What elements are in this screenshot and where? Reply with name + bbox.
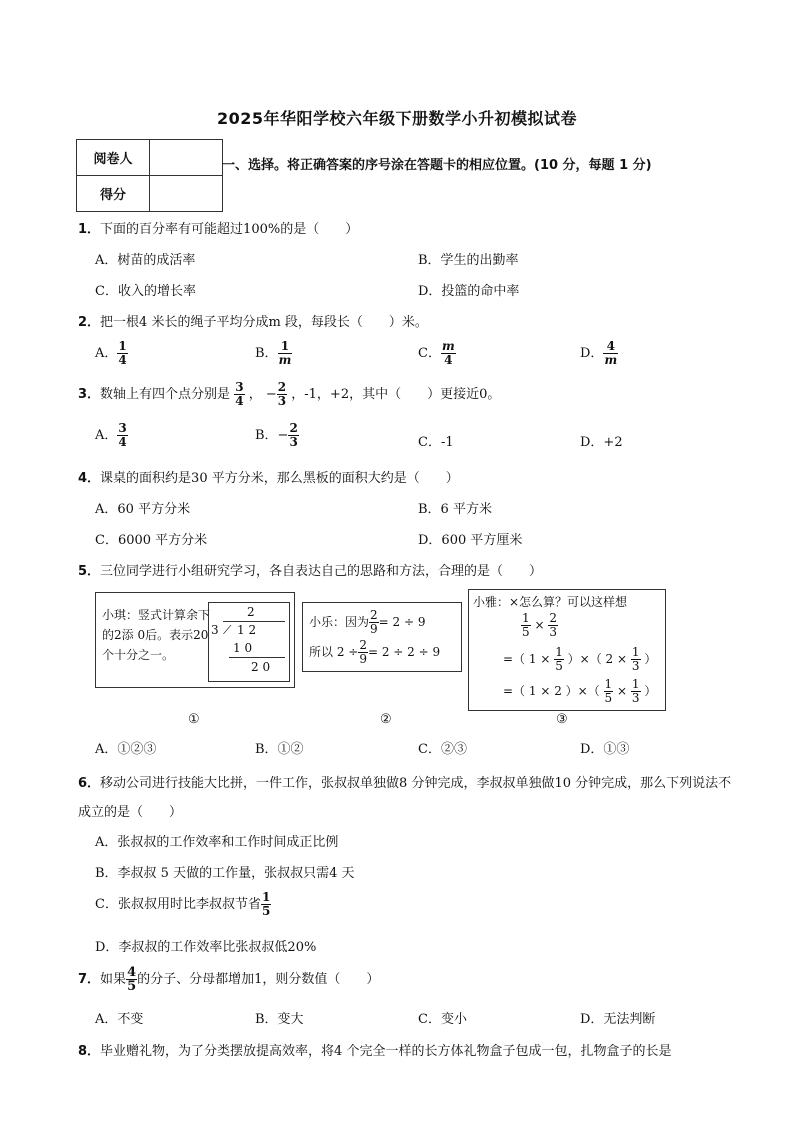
question-4: 4．课桌的面积约是30 平方分米，那么黑板的面积大约是（ ） xyxy=(78,471,459,486)
question-2: 2．把一根4 米长的绳子平均分成m 段，每段长（ ）米。 xyxy=(78,315,428,330)
division-dividend: 1 2 xyxy=(237,623,257,637)
method-box-1 xyxy=(95,592,295,688)
q4-option-b: B．6 平方米 xyxy=(418,502,492,517)
reviewer-label: 阅卷人 xyxy=(77,140,150,176)
q2-option-d: D． $\frac{4}{m}$ xyxy=(580,339,618,367)
method-box-3 xyxy=(468,589,666,711)
division-divisor: 3 xyxy=(211,623,219,637)
q5-option-a: A．①②③ xyxy=(95,742,157,757)
box3-line3: =（ 1 × 2 ）×（ $\frac{1}{5}$ × $\frac{1}{3}$ ） xyxy=(503,677,657,705)
reviewer-cell xyxy=(150,140,223,176)
q5-option-b: B．①② xyxy=(255,742,304,757)
division-subtract: 1 0 xyxy=(233,641,253,655)
q1-option-a: A．树苗的成活率 xyxy=(95,253,196,268)
q6-option-b: B．李叔叔 5 天做的工作量，张叔叔只需4 天 xyxy=(95,866,355,881)
q3-option-d: D．+2 xyxy=(580,435,623,450)
q1-option-d: D．投篮的命中率 xyxy=(418,284,520,299)
q1-option-b: B．学生的出勤率 xyxy=(418,253,519,268)
box2-label: ② xyxy=(380,712,392,727)
q6-option-a: A．张叔叔的工作效率和工作时间成正比例 xyxy=(95,835,339,850)
q5-option-c: C．②③ xyxy=(418,742,467,757)
score-cell xyxy=(150,176,223,212)
q3-option-a: A． $\frac{3}{4}$ xyxy=(95,421,127,449)
q1-option-c: C．收入的增长率 xyxy=(95,284,196,299)
box1-text: 小琪：竖式计算余下的2添 0后。表示20个十分之一。 xyxy=(102,608,211,662)
question-5: 5．三位同学进行小组研究学习，各自表达自己的思路和方法，合理的是（ ） xyxy=(78,564,543,579)
q3-option-b: B．− $\frac{2}{3}$ xyxy=(255,421,298,449)
question-7: 7．如果 $\frac{4}{5}$ 的分子、分母都增加1，则分数值（ ） xyxy=(78,965,380,994)
section-heading: 一、选择。将正确答案的序号涂在答题卡的相应位置。(10 分，每题 1 分) xyxy=(222,158,652,173)
box3-label: ③ xyxy=(556,712,568,727)
q7-option-d: D．无法判断 xyxy=(580,1012,656,1027)
box3-line1: $\frac{1}{5}$ × $\frac{2}{3}$ xyxy=(522,611,557,639)
q2-option-b: B． $\frac{1}{m}$ xyxy=(255,339,292,367)
exam-title: 2025年华阳学校六年级下册数学小升初模拟试卷 xyxy=(216,109,578,128)
box3-title: 小雅：×怎么算？可以这样想 xyxy=(473,595,628,609)
question-3: 3．数轴上有四个点分别是 $\frac{3}{4}$ ， − $\frac{2}{3}$ ，-1，+2，其中（ ）更接近0。 xyxy=(78,380,501,408)
division-remainder: 2 0 xyxy=(251,660,271,674)
grader-table xyxy=(76,139,223,212)
q4-option-d: D．600 平方厘米 xyxy=(418,533,523,548)
box1-label: ① xyxy=(188,712,200,727)
method-box-2 xyxy=(302,602,462,672)
q4-option-c: C．6000 平方分米 xyxy=(95,533,208,548)
question-1: 1．下面的百分率有可能超过100%的是（ ） xyxy=(78,222,359,237)
box2-line2: 所以 2 ÷ $\frac{2}{9}$ = 2 ÷ 2 ÷ 9 xyxy=(309,638,441,666)
q7-option-a: A．不变 xyxy=(95,1012,144,1027)
q7-option-b: B．变大 xyxy=(255,1012,304,1027)
q2-option-a: A． $\frac{1}{4}$ xyxy=(95,339,127,367)
q2-option-c: C． $\frac{m}{4}$ xyxy=(418,339,455,367)
q3-option-c: C．-1 xyxy=(418,435,454,450)
q6-option-c: C．张叔叔用时比李叔叔节省 $\frac{1}{5}$ xyxy=(95,890,271,918)
division-quotient: 2 xyxy=(247,605,255,619)
q6-option-d: D．李叔叔的工作效率比张叔叔低20% xyxy=(95,940,317,955)
box3-line2: =（ 1 × $\frac{1}{5}$ ）×（ 2 × $\frac{1}{3}$ ） xyxy=(503,645,657,673)
question-6: 6．移动公司进行技能大比拼，一件工作，张叔叔单独做8 分钟完成，李叔叔单独做10 分钟完成，那么下列说法不成立的是（ ） xyxy=(78,776,732,820)
question-8: 8．毕业赠礼物，为了分类摆放提高效率，将4 个完全一样的长方体礼物盒子包成一包，扎物盒子的长是 xyxy=(78,1044,672,1059)
score-label: 得分 xyxy=(77,176,150,212)
q7-option-c: C．变小 xyxy=(418,1012,467,1027)
long-division: 2 3 ⟋ 1 2 1 0 2 0 xyxy=(208,602,290,682)
q4-option-a: A．60 平方分米 xyxy=(95,502,191,517)
box2-line1: 小乐：因为 $\frac{2}{9}$ = 2 ÷ 9 xyxy=(309,608,426,636)
q5-option-d: D．①③ xyxy=(580,742,630,757)
